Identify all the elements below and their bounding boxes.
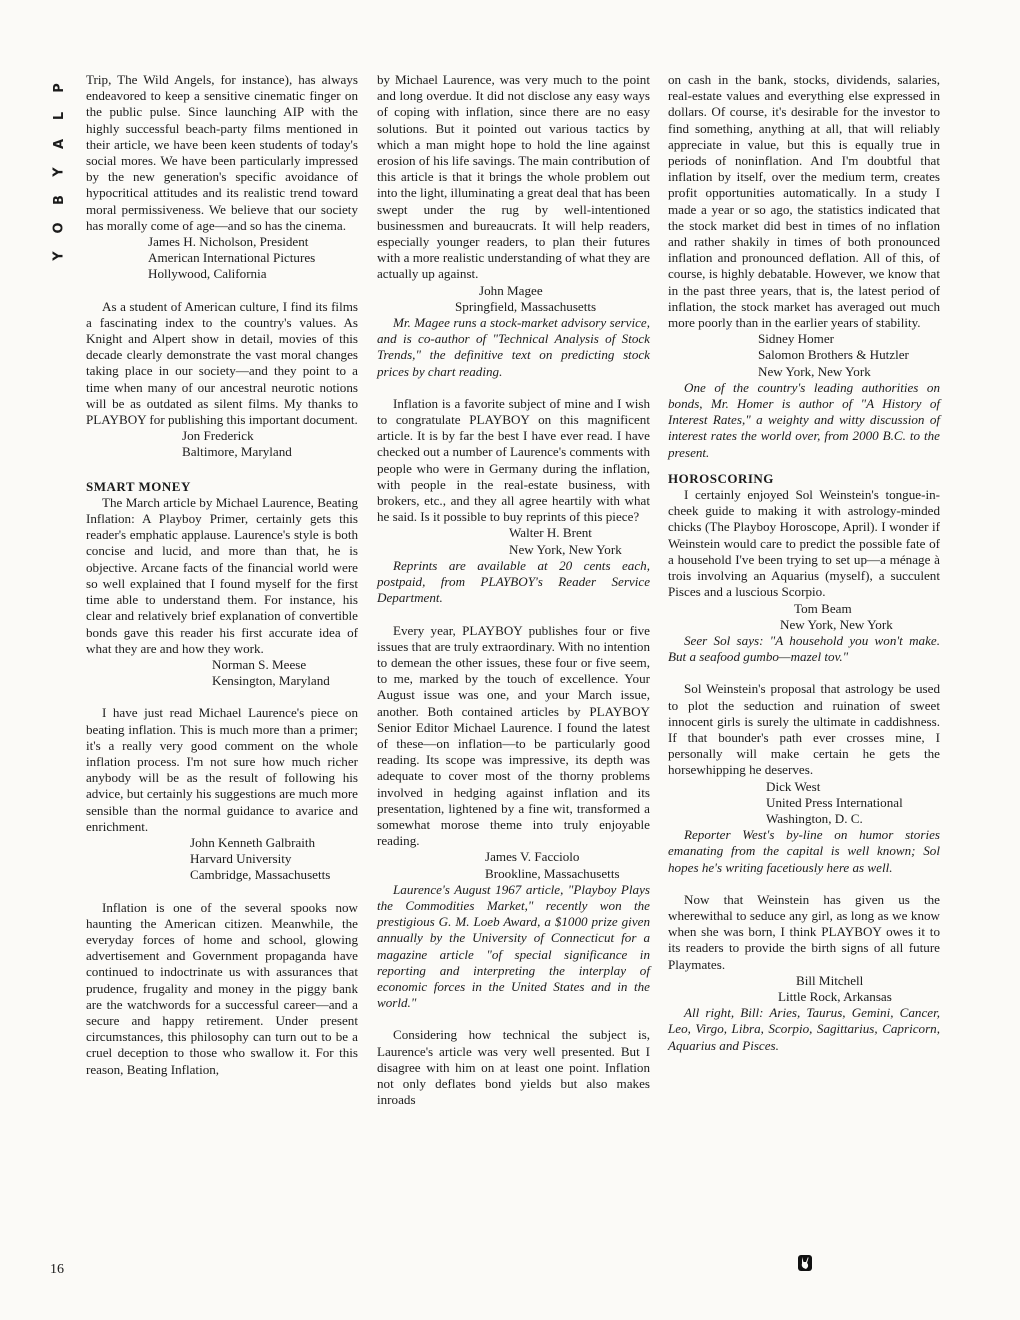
section-heading: SMART MONEY — [86, 478, 191, 494]
letter-signature — [455, 283, 650, 315]
letter-signature — [190, 835, 358, 884]
signature-line: New York, New York — [780, 616, 893, 632]
letter-paragraph: As a student of American culture, I find its films a fascinating index to the country's values. As Knight and Alpert show in detail, movies of this decade clearly demonstrate the vast moral changes taking place in our society—and they point to a time when many of our ancestral neurotic notions will be as outdated as silent films. My thanks to PLAYBOY for publishing this important document. — [86, 298, 358, 428]
letter-signature — [766, 779, 940, 828]
column-3 — [668, 72, 940, 1054]
column-1 — [86, 72, 358, 1078]
rabbit-head-icon — [798, 1255, 812, 1271]
letter-paragraph: Sol Weinstein's proposal that astrology be used to plot the seduction and ruination of sweet innocent girls is surely the ultimate in caddishness. If that bounder's path ever crosses mine, I personally will make certain he gets the horsewhipping he deserves. — [668, 681, 940, 778]
letter-paragraph: on cash in the bank, stocks, dividends, salaries, real-estate values and everything else expressed in dollars. Of course, it's desirable for the investor to find something, anything at all, that will reliably appreciate in value, but this is equally true in periods of noninflation. And I'm doubtful that inflation by itself, over the medium term, creates profit opportunities automatically. In a study I made a year or so ago, the statistics indicated that the stock market did best in times of no inflation and rather shakily in times of both pronounced inflation and pronounced deflation. All of this, of course, is highly debatable. However, we know that in the past three years, that is, the latest period of inflation, the stock market has averaged out much more poorly than in the earlier years of stability. — [668, 72, 940, 331]
signature-line: Salomon Brothers & Hutzler — [758, 347, 909, 363]
editor-note: Reporter West's by-line on humor stories emanating from the capital is well known; Sol hopes he's writing facetiously here as well. — [668, 827, 940, 875]
magazine-spine-title — [50, 74, 70, 270]
spine-letter: B — [51, 195, 67, 205]
signature-line: James V. Facciolo — [485, 849, 580, 865]
editor-note: Mr. Magee runs a stock-market advisory service, and is co-author of "Technical Analysis of Stock Trends," the definitive text on predicting stock prices by chart reading. — [377, 315, 650, 379]
letter-paragraph: Trip, The Wild Angels, for instance), has always endeavored to keep a sensitive cinematic finger on the public pulse. Since launching AIP with the highly successful beach-party films mentioned in their article, we have been keen students of today's social mores. We have been particularly impressed by the new generation's specific avoidance of hypocritical attitudes and its realistic trend toward moral permissiveness. We believe that our society has morally come of age—and so has the cinema. — [86, 72, 358, 233]
signature-line: American International Pictures — [148, 250, 316, 266]
editor-note: Seer Sol says: "A household you won't make. But a seafood gumbo—mazel tov." — [668, 632, 940, 665]
signature-line: Kensington, Maryland — [212, 673, 330, 689]
letter-signature — [780, 601, 940, 633]
letter-signature — [778, 973, 940, 1005]
spine-letter: A — [52, 138, 67, 150]
signature-line: John Kenneth Galbraith — [190, 834, 316, 850]
signature-line: Little Rock, Arkansas — [778, 988, 892, 1004]
signature-line: Springfield, Massachusetts — [455, 298, 597, 314]
signature-line: James H. Nicholson, President — [148, 234, 309, 250]
letter-paragraph: Considering how technical the subject is, Laurence's article was very well presented. But I disagree with him on at least one point. Inflation not only deflates bond yields but also makes inroads — [377, 1027, 650, 1108]
spine-letter: O — [52, 222, 67, 234]
letter-paragraph: Every year, PLAYBOY publishes four or five issues that are truly extraordinary. With no intention to demean the other issues, these four or five seem, to me, marked by the touch of excellence. Your August issue was one, and your March issue, another. Both contained articles by PLAYBOY Senior Editor Michael Laurence. I found the latest of these—on inflation—to be particularly good reading. Its scope was impressive, its depth was adequate to cover most of the thorny problems involved in hedging against inflation and its presentation, lightened by a fine wit, transformed a somewhat morose theme into truly enjoyable reading. — [377, 622, 650, 849]
spine-letter: Y — [51, 251, 67, 261]
signature-line: Washington, D. C. — [766, 810, 863, 826]
signature-line: Harvard University — [190, 851, 292, 867]
signature-line: Baltimore, Maryland — [182, 444, 292, 460]
editor-note: One of the country's leading authorities on bonds, Mr. Homer is author of "A History of Interest Rates," a weighty and witty discussion of interest rates the world over, from 2000 B.C. to the present. — [668, 379, 940, 460]
section-heading: HOROSCORING — [668, 470, 774, 486]
page-number: 16 — [50, 1262, 64, 1277]
letter-paragraph: The March article by Michael Laurence, Beating Inflation: A Playboy Primer, certainly gets this reader's emphatic applause. Laurence's style is both concise and lucid, and more than that, he is objective. Arcane facts of the financial world were so well explained that I found myself for the first time able to understand them. For instance, his clear and relatively brief explanation of convertible bonds gave this reader his first accurate idea of what they are and how they work. — [86, 494, 358, 656]
editor-note: Laurence's August 1967 article, "Playboy Plays the Commodities Market," recently won the prestigious G. M. Loeb Award, a $1000 prize given annually by the University of Connecticut for a magazine article "of special significance in reporting and interpreting the interplay of economic forces in the United States and in the world." — [377, 881, 650, 1011]
signature-line: Tom Beam — [794, 600, 852, 616]
letter-signature — [758, 331, 940, 380]
signature-line: United Press International — [766, 794, 903, 810]
letter-paragraph: by Michael Laurence, was very much to the point and long overdue. It did not disclose any easy ways of coping with inflation, since there are no easy solutions. But it pointed out various tactics by which a man might hope to hold the line against erosion of his life savings. The main contribution of this article is that it brings the whole problem out into the light, illuminating a great deal that has been swept under the rug by well-intentioned businessmen and bureaucrats. It will help readers, especially younger readers, to plan their futures with a more realistic understanding of what they are actually up against. — [377, 72, 650, 282]
signature-line: Norman S. Meese — [212, 656, 307, 672]
letter-paragraph: Now that Weinstein has given us the wherewithal to seduce any girl, as long as we know when she was born, I think PLAYBOY owes it to its readers to provide the birth signs of all future Playmates. — [668, 891, 940, 972]
signature-line: Jon Frederick — [182, 428, 254, 444]
letter-signature — [485, 849, 650, 881]
signature-line: Walter H. Brent — [509, 525, 592, 541]
letter-signature — [86, 428, 358, 460]
letter-paragraph: Inflation is a favorite subject of mine and I wish to congratulate PLAYBOY on this magnificent article. It is by far the best I have ever read. I have checked out a number of Laurence's comments with people who were in Germany during the inflation, with people in the real-estate business, with brokers, etc., and they all agree heartily with what he said. Is it possible to buy reprints of this piece? — [377, 395, 650, 525]
letter-signature — [148, 234, 358, 283]
spine-letter: Y — [51, 167, 67, 177]
letter-paragraph: Inflation is one of the several spooks now haunting the American citizen. Meanwhile, the everyday forces of home and school, glowing advertisement and Government propaganda have continued to indoctrinate us with assurances that prudence, frugality and money in the piggy bank are the watchwords for a successful career—and a secure and happy retirement. Under present circumstances, this philosophy can turn out to be a cruel deception to those who swallow it. For this reason, Beating Inflation, — [86, 899, 358, 1077]
signature-line: New York, New York — [509, 541, 622, 557]
signature-line: John Magee — [479, 282, 543, 298]
signature-line: Hollywood, California — [148, 266, 267, 282]
signature-line: Dick West — [766, 778, 821, 794]
editor-note: All right, Bill: Aries, Taurus, Gemini, Cancer, Leo, Virgo, Libra, Scorpio, Sagittarius, Capricorn, Aquarius and Pisces. — [668, 1005, 940, 1053]
column-2 — [377, 72, 650, 1108]
letter-signature — [509, 525, 650, 557]
letter-paragraph: I certainly enjoyed Sol Weinstein's tongue-in-cheek guide to making it with astrology-minded chicks (The Playboy Horoscope, April). I wonder if Weinstein would care to predict the possible fate of a household I've been trying to set up—a ménage à trois involving an Aquarius (myself), a succulent Pisces and a luscious Scorpio. — [668, 487, 940, 600]
signature-line: Cambridge, Massachusetts — [190, 867, 331, 883]
editor-note: Reprints are available at 20 cents each, postpaid, from PLAYBOY's Reader Service Department. — [377, 557, 650, 606]
signature-line: Bill Mitchell — [796, 972, 864, 988]
letter-signature — [212, 657, 358, 689]
letter-paragraph: I have just read Michael Laurence's piece on beating inflation. This is much more than a primer; it's a really very good comment on the whole inflation process. I'm not sure how much richer anybody will be as the result of following his advice, but certainly his suggestions are much more sensible than the normal guidance to avarice and enrichment. — [86, 705, 358, 834]
spine-letter: P — [52, 83, 67, 93]
signature-line: Brookline, Massachusetts — [485, 865, 620, 881]
spine-letter: L — [51, 111, 67, 121]
signature-line: New York, New York — [758, 363, 871, 379]
signature-line: Sidney Homer — [758, 331, 835, 347]
